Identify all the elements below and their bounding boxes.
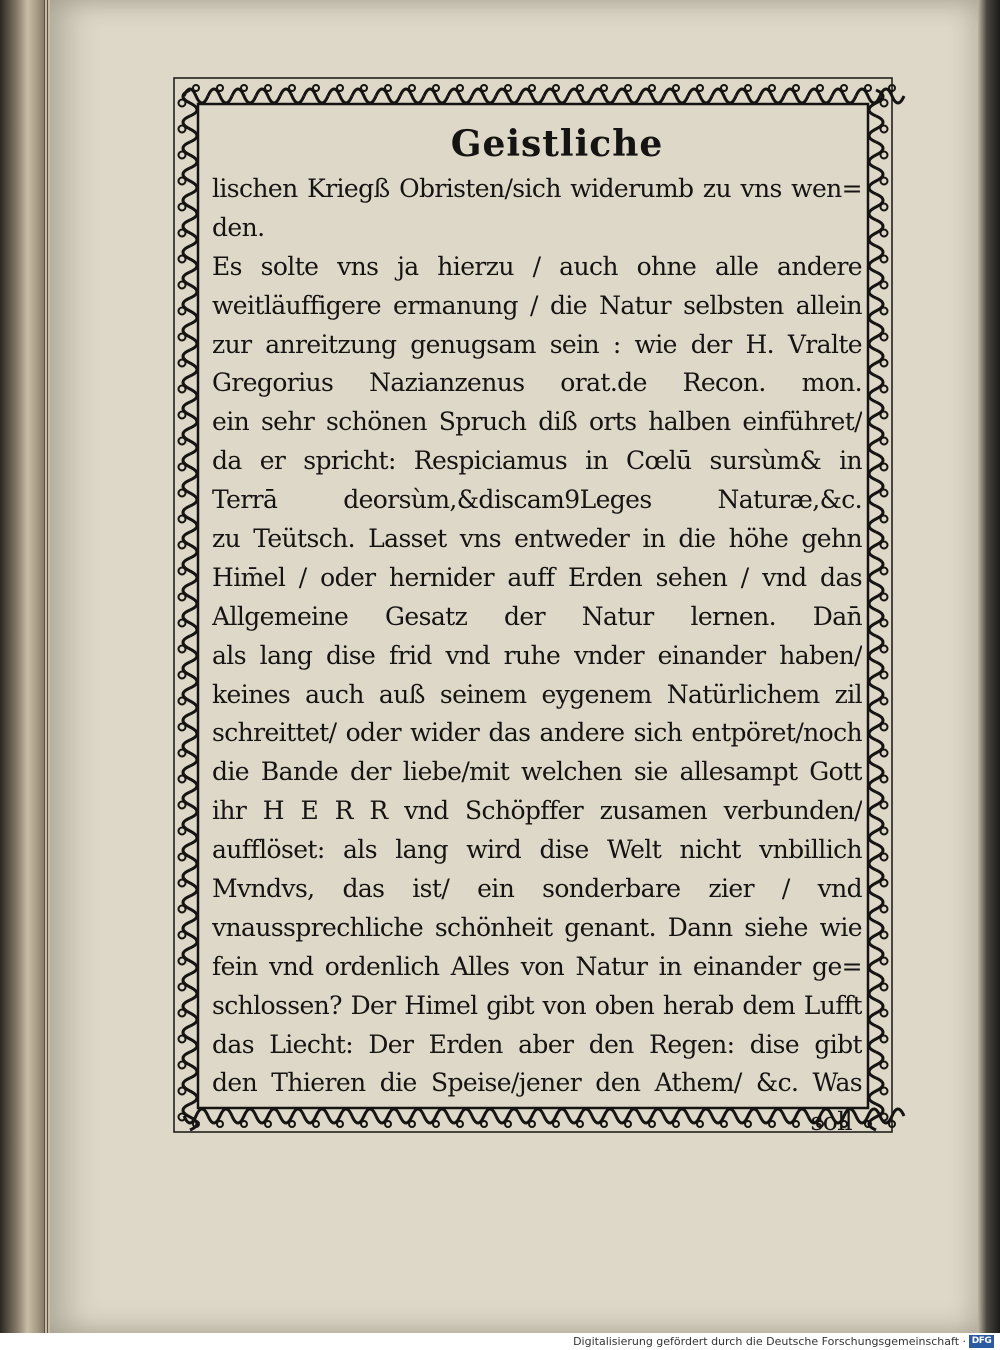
text-line: als lang dise frid vnd ruhe vnder einander haben/ [212,640,862,670]
text-line: Allgemeine Gesatz der Natur lernen. Dan̄ [212,601,862,631]
text-block [212,118,862,1142]
text-line: schreittet/ oder wider das andere sich entpöret/noch [212,718,862,748]
text-line: Terrā deorsùm,&discam9Leges Naturæ,&c. [212,485,862,515]
text-line: ihr H E R R vnd Schöpffer zusamen verbunden/ [212,796,862,826]
catchword: soll [810,1107,852,1137]
footer-credit: Digitalisierung gefördert durch die Deutsche Forschungsgemeinschaft · [573,1335,966,1348]
text-line: schlossen? Der Himel gibt von oben herab dem Lufft [212,990,862,1020]
digitization-footer [0,1333,1000,1350]
text-line: Mvndvs, das ist/ ein sonderbare zier / vnd [212,874,862,904]
text-line: vnaussprechliche schönheit genant. Dann siehe wie [212,912,862,942]
text-line: zu Teütsch. Lasset vns entweder in die höhe gehn [212,524,862,554]
text-line: fein vnd ordenlich Alles von Natur in einander ge= [212,951,862,981]
text-line: da er spricht: Respiciamus in Cœlū sursùm& in [212,446,862,476]
dfg-logo-icon: DFG [969,1335,994,1348]
text-line: zur anreitzung genugsam sein : wie der H. Vralte [212,329,862,359]
text-line: aufflöset: als lang wird dise Welt nicht vnbillich [212,835,862,865]
text-line: den Thieren die Speise/jener den Athem/ &c. Was [212,1068,862,1098]
running-head: Geistliche [450,123,664,165]
text-line: Es solte vns ja hierzu / auch ohne alle andere [212,251,862,281]
text-line: den. [212,212,265,242]
text-line: weitläuffigere ermanung / die Natur selbsten allein [212,290,862,320]
text-line: Him̄el / oder hernider auff Erden sehen / vnd das [212,562,862,592]
body-text [212,170,862,1103]
text-line: lischen Kriegß Obristen/sich widerumb zu vns wen= [212,174,862,203]
text-line: Gregorius Nazianzenus orat.de Recon. mon. [212,368,862,398]
text-line: ein sehr schönen Spruch diß orts halben einführet/ [212,407,862,437]
text-line: keines auch auß seinem eygenem Natürlichem zil [212,679,862,709]
text-line: die Bande der liebe/mit welchen sie allesampt Gott [212,757,862,787]
text-line: das Liecht: Der Erden aber den Regen: dise gibt [212,1029,862,1059]
